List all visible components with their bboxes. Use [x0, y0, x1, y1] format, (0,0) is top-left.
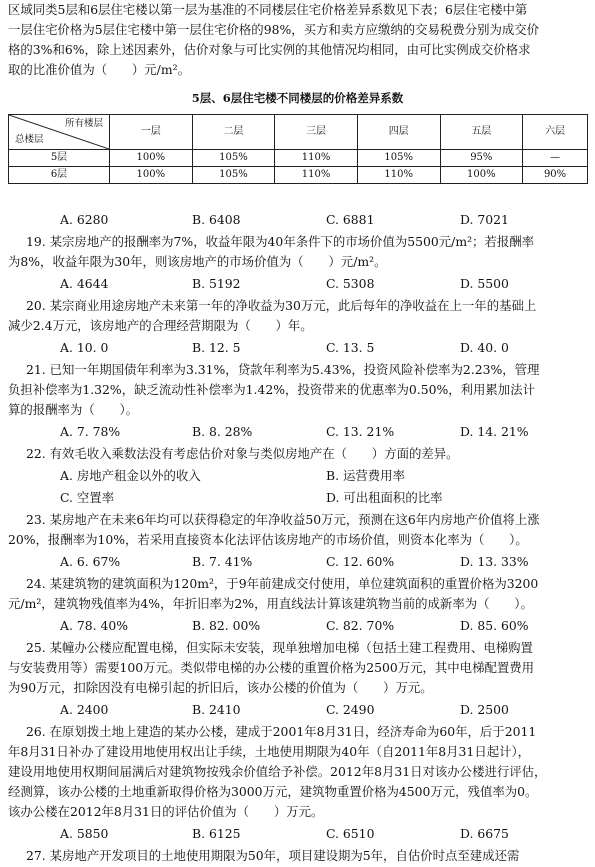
table-cell: 105% — [192, 150, 275, 167]
table-cell: 100% — [110, 167, 193, 184]
option-d: D. 13. 33% — [460, 554, 529, 569]
option-c: C. 13. 5 — [326, 340, 375, 355]
corner-top-label: 所有楼层 — [64, 118, 103, 129]
question-line: 24. 某建筑物的建筑面积为120m²，于9年前建成交付使用，单位建筑面积的重置价格为3200 — [26, 576, 539, 591]
question-line: 21. 已知一年期国债年利率为3.31%，贷款年利率为5.43%，投资风险补偿率为2.23%，管理 — [26, 362, 540, 377]
table-cell: 100% — [440, 167, 523, 184]
option-a: A. 78. 40% — [60, 618, 129, 633]
question-line: 该办公楼在2012年8月31日的评估价值为（ ）万元。 — [8, 804, 324, 819]
option-b: B. 12. 5 — [192, 340, 241, 355]
corner-bottom-label: 总楼层 — [15, 134, 44, 145]
price-difference-table — [8, 114, 588, 184]
row-label: 6层 — [9, 167, 110, 184]
option-c: C. 2490 — [326, 702, 375, 717]
column-header: 五层 — [440, 115, 523, 150]
question-line: 为90万元，扣除因没有电梯引起的折旧后，该办公楼的价值为（ ）万元。 — [8, 680, 433, 695]
intro-line: 格的3%和6%，除上述因素外，估价对象与可比实例的其他情况均相同，由可比实例成交价格求 — [8, 42, 531, 57]
question-line: 25. 某幢办公楼应配置电梯，但实际未安装，现单独增加电梯（包括土建工程费用、电梯购置 — [26, 640, 533, 655]
option-d: D. 5500 — [460, 276, 509, 291]
question-line: 20. 某宗商业用途房地产未来第一年的净收益为30万元，此后每年的净收益在上一年的基础上 — [26, 298, 537, 313]
question-line: 减少2.4万元，该房地产的合理经营期限为（ ）年。 — [8, 318, 313, 333]
option-a: A. 6. 67% — [60, 554, 121, 569]
question-line: 23. 某房地产在未来6年均可以获得稳定的年净收益50万元，预测在这6年内房地产价值将上涨 — [26, 512, 540, 527]
table-cell: 100% — [110, 150, 193, 167]
question-line: 经测算，该办公楼的土地重新取得价格为3000万元，建筑物重置价格为4500万元，残值率为0。 — [8, 784, 538, 799]
question-line: 元/m²，建筑物残值率为4%，年折旧率为2%，用直线法计算该建筑物当前的成新率为（ ）。 — [8, 596, 533, 611]
option-b: B. 6408 — [192, 212, 241, 227]
table-cell: — — [523, 150, 588, 167]
table-row — [9, 167, 588, 184]
option-c: C. 空置率 — [60, 490, 115, 505]
column-header: 一层 — [110, 115, 193, 150]
option-c: C. 82. 70% — [326, 618, 395, 633]
table-cell: 110% — [275, 150, 358, 167]
question-line: 负担补偿率为1.32%，缺乏流动性补偿率为1.42%，投资带来的优惠率为0.50%，利用累加法计 — [8, 382, 535, 397]
option-d: D. 7021 — [460, 212, 509, 227]
question-line: 年8月31日补办了建设用地使用权出让手续，土地使用期限为40年（自2011年8月31日起计）， — [8, 744, 531, 759]
option-a: A. 房地产租金以外的收入 — [60, 468, 201, 483]
table-header-row — [9, 115, 588, 150]
option-a: A. 4644 — [60, 276, 109, 291]
option-b: B. 8. 28% — [192, 424, 253, 439]
table-cell: 95% — [440, 150, 523, 167]
question-line: 20%，报酬率为10%，若采用直接资本化法评估该房地产的市场价值，则资本化率为（ ）。 — [8, 532, 528, 547]
option-b: B. 运营费用率 — [326, 468, 405, 483]
question-line: 22. 有效毛收入乘数法没有考虑估价对象与类似房地产在（ ）方面的差异。 — [26, 446, 459, 461]
table-cell: 105% — [357, 150, 440, 167]
question-line: 算的报酬率为（ ）。 — [8, 402, 139, 417]
question-line: 27. 某房地产开发项目的土地使用期限为50年，项目建设期为5年，自估价时点至建成还需 — [26, 848, 520, 863]
option-d: D. 14. 21% — [460, 424, 529, 439]
option-a: A. 2400 — [60, 702, 109, 717]
question-line: 26. 在原划拨土地上建造的某办公楼，建成于2001年8月31日，经济寿命为60年，后于2011 — [26, 724, 537, 739]
option-d: D. 2500 — [460, 702, 509, 717]
question-line: 与安装费用等）需要100万元。类似带电梯的办公楼的重置价格为2500万元，其中电梯配置费用 — [8, 660, 535, 675]
option-c: C. 6881 — [326, 212, 375, 227]
option-a: A. 6280 — [60, 212, 109, 227]
option-a: A. 10. 0 — [60, 340, 109, 355]
question-line: 建设用地使用权期间届满后对建筑物按残余价值给予补偿。2012年8月31日对该办公楼进行评估， — [8, 764, 547, 779]
option-d: D. 可出租面积的比率 — [326, 490, 443, 505]
table-cell: 90% — [523, 167, 588, 184]
option-d: D. 6675 — [460, 826, 509, 841]
option-b: B. 7. 41% — [192, 554, 253, 569]
option-a: A. 5850 — [60, 826, 109, 841]
column-header: 三层 — [275, 115, 358, 150]
question-line: 为8%，收益年限为30年，则该房地产的市场价值为（ ）元/m²。 — [8, 254, 387, 269]
option-c: C. 6510 — [326, 826, 375, 841]
option-d: D. 85. 60% — [460, 618, 529, 633]
option-b: B. 82. 00% — [192, 618, 261, 633]
table-row — [9, 150, 588, 167]
intro-line: 取的比准价值为（ ）元/m²。 — [8, 62, 190, 77]
option-d: D. 40. 0 — [460, 340, 509, 355]
option-c: C. 12. 60% — [326, 554, 395, 569]
option-b: B. 6125 — [192, 826, 241, 841]
table-caption: 5层、6层住宅楼不同楼层的价格差异系数 — [191, 91, 404, 105]
table-corner-cell — [9, 115, 110, 150]
option-a: A. 7. 78% — [60, 424, 121, 439]
table-cell: 110% — [275, 167, 358, 184]
table-cell: 110% — [357, 167, 440, 184]
column-header: 二层 — [192, 115, 275, 150]
table-cell: 105% — [192, 167, 275, 184]
intro-line: 一层住宅价格为5层住宅楼中第一层住宅价格的98%，买方和卖方应缴纳的交易税费分别为成交价 — [8, 22, 540, 37]
row-label: 5层 — [9, 150, 110, 167]
option-b: B. 5192 — [192, 276, 241, 291]
column-header: 六层 — [523, 115, 588, 150]
column-header: 四层 — [357, 115, 440, 150]
option-b: B. 2410 — [192, 702, 241, 717]
option-c: C. 13. 21% — [326, 424, 395, 439]
option-c: C. 5308 — [326, 276, 375, 291]
question-line: 19. 某宗房地产的报酬率为7%，收益年限为40年条件下的市场价值为5500元/m²；若报酬率 — [26, 234, 534, 249]
intro-line: 区域同类5层和6层住宅楼以第一层为基准的不同楼层住宅价格差异系数见下表；6层住宅楼中第 — [8, 2, 528, 17]
